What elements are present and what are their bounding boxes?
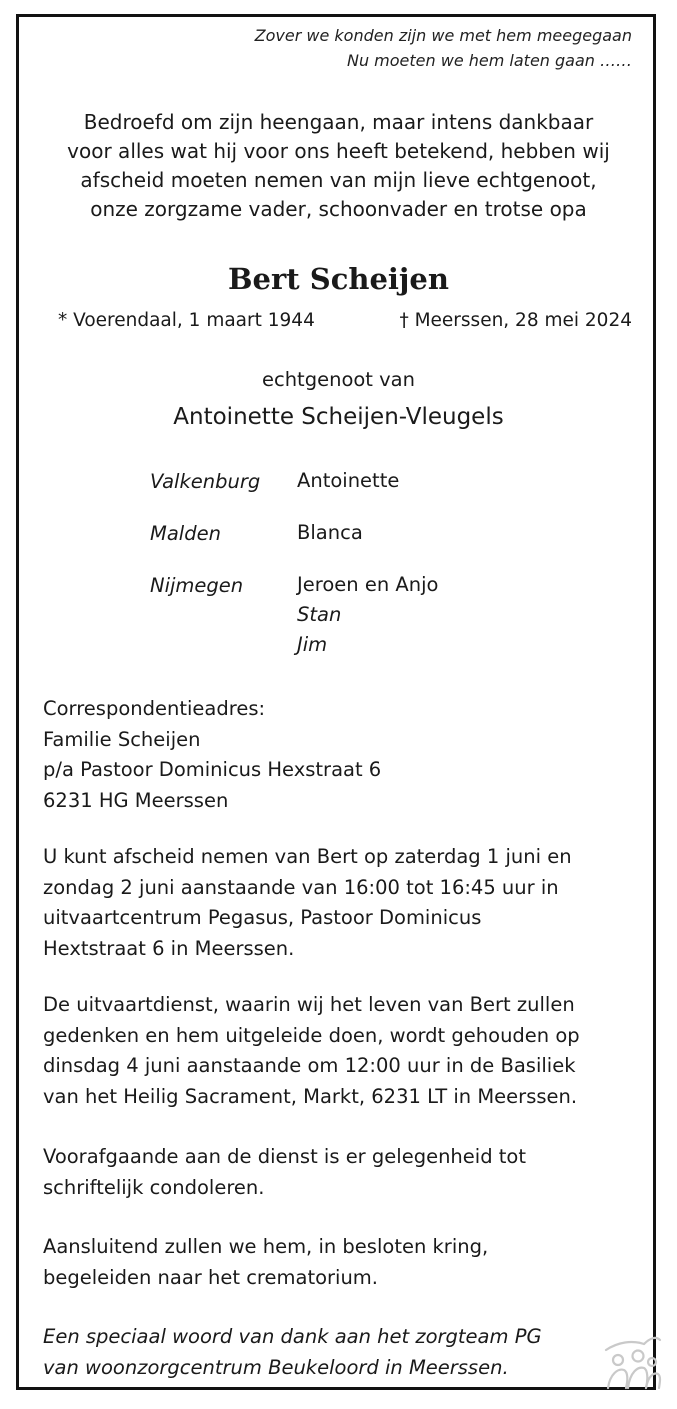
family-member: Blanca bbox=[297, 521, 363, 544]
farewell-paragraph bbox=[43, 842, 643, 964]
family-member: Jeroen en Anjo bbox=[297, 573, 439, 596]
paragraph-line: U kunt afscheid nemen van Bert op zaterdag 1 juni en bbox=[43, 845, 572, 868]
intro-line: onze zorgzame vader, schoonvader en trotse opa bbox=[90, 197, 587, 221]
paragraph-line: Voorafgaande aan de dienst is er gelegenheid tot bbox=[43, 1145, 526, 1168]
family-place: Malden bbox=[150, 522, 221, 545]
correspondence-address bbox=[43, 694, 643, 816]
thanks-paragraph bbox=[43, 1322, 643, 1383]
paragraph-line: Een speciaal woord van dank aan het zorgteam PG bbox=[43, 1325, 542, 1348]
intro-line: Bedroefd om zijn heengaan, maar intens dankbaar bbox=[83, 110, 594, 134]
paragraph-line: van woonzorgcentrum Beukeloord in Meerssen. bbox=[43, 1355, 509, 1379]
paragraph-line: begeleiden naar het crematorium. bbox=[43, 1265, 379, 1289]
crematorium-paragraph bbox=[43, 1232, 643, 1293]
service-paragraph bbox=[43, 990, 643, 1112]
paragraph-line: schriftelijk condoleren. bbox=[43, 1175, 265, 1199]
address-line: p/a Pastoor Dominicus Hexstraat 6 bbox=[43, 758, 382, 781]
family-place: Valkenburg bbox=[150, 470, 261, 493]
birth-info: * Voerendaal, 1 maart 1944 bbox=[58, 310, 315, 331]
paragraph-line: dinsdag 4 juni aanstaande om 12:00 uur in de Basiliek bbox=[43, 1054, 576, 1077]
death-info: † Meerssen, 28 mei 2024 bbox=[399, 310, 632, 331]
paragraph-line: De uitvaartdienst, waarin wij het leven van Bert zullen bbox=[43, 993, 575, 1016]
paragraph-line: gedenken en hem uitgeleide doen, wordt gehouden op bbox=[43, 1023, 580, 1047]
paragraph-line: van het Heilig Sacrament, Markt, 6231 LT in Meerssen. bbox=[43, 1084, 578, 1108]
family-silhouette-logo bbox=[598, 1330, 666, 1396]
family-names bbox=[297, 518, 363, 548]
paragraph-line: Aansluitend zullen we hem, in besloten kring, bbox=[43, 1235, 489, 1258]
intro-line: voor alles wat hij voor ons heeft betekend, hebben wij bbox=[67, 139, 610, 163]
motto-line-1: Zover we konden zijn we met hem meegegaan bbox=[254, 26, 632, 45]
deceased-name: Bert Scheijen bbox=[228, 262, 449, 296]
motto-line-2: Nu moeten we hem laten gaan …… bbox=[346, 51, 632, 70]
paragraph-line: zondag 2 juni aanstaande van 16:00 tot 16:45 uur in bbox=[43, 875, 559, 899]
intro-text bbox=[0, 108, 677, 224]
grandchild: Stan bbox=[297, 603, 342, 626]
paragraph-line: uitvaartcentrum Pegasus, Pastoor Dominicus bbox=[43, 906, 482, 929]
paragraph-line: Hextstraat 6 in Meerssen. bbox=[43, 936, 295, 960]
address-line: Familie Scheijen bbox=[43, 727, 201, 751]
condolence-paragraph bbox=[43, 1142, 643, 1203]
family-names bbox=[297, 570, 438, 660]
address-line: Correspondentieadres: bbox=[43, 697, 266, 720]
grandchild: Jim bbox=[297, 633, 328, 656]
family-place: Nijmegen bbox=[150, 574, 244, 597]
spouse-label: echtgenoot van bbox=[261, 368, 415, 391]
spouse-name: Antoinette Scheijen-Vleugels bbox=[173, 404, 504, 430]
family-member: Antoinette bbox=[297, 469, 400, 492]
address-line: 6231 HG Meerssen bbox=[43, 788, 229, 812]
family-names bbox=[297, 466, 399, 496]
intro-line: afscheid moeten nemen van mijn lieve echtgenoot, bbox=[80, 168, 597, 192]
